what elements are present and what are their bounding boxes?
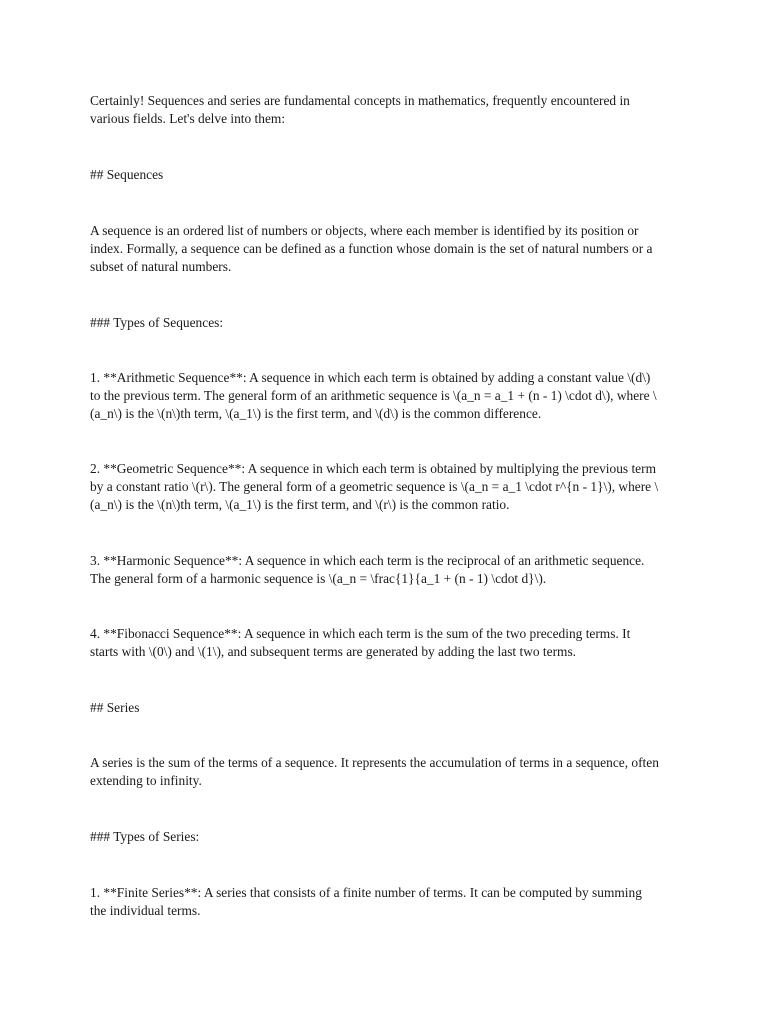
heading-types-of-series: ### Types of Series:: [90, 829, 200, 844]
list-item-line: 1. **Finite Series**: A series that consists of a finite number of terms. It can be computed by summing: [90, 885, 642, 900]
list-item-line: 4. **Fibonacci Sequence**: A sequence in which each term is the sum of the two preceding terms. It: [90, 626, 631, 641]
intro-line: various fields. Let's delve into them:: [90, 111, 286, 126]
list-item-line: 3. **Harmonic Sequence**: A sequence in which each term is the reciprocal of an arithmetic sequence.: [90, 553, 645, 568]
harmonic-sequence-item: [90, 552, 690, 588]
list-item-line: 1. **Arithmetic Sequence**: A sequence in which each term is obtained by adding a constant value \(d\): [90, 370, 651, 385]
heading-series: ## Series: [90, 700, 140, 715]
series-definition-line: extending to infinity.: [90, 773, 202, 788]
arithmetic-sequence-item: [90, 369, 690, 423]
sequence-definition-line: subset of natural numbers.: [90, 259, 232, 274]
series-definition: [90, 754, 690, 790]
list-item-line: (a_n\) is the \(n\)th term, \(a_1\) is the first term, and \(r\) is the common ratio.: [90, 497, 510, 512]
list-item-line: 2. **Geometric Sequence**: A sequence in which each term is obtained by multiplying the previous term: [90, 461, 656, 476]
list-item-line: to the previous term. The general form of an arithmetic sequence is \(a_n = a_1 + (n - 1) \cdot d\), where \: [90, 388, 657, 403]
intro-paragraph: [90, 92, 690, 128]
sequence-definition-line: A sequence is an ordered list of numbers or objects, where each member is identified by its position or: [90, 223, 639, 238]
sequence-definition: [90, 222, 690, 276]
list-item-line: (a_n\) is the \(n\)th term, \(a_1\) is the first term, and \(d\) is the common difference.: [90, 406, 542, 421]
heading-sequences: ## Sequences: [90, 167, 164, 182]
finite-series-item: [90, 884, 690, 920]
heading-types-of-sequences: ### Types of Sequences:: [90, 315, 224, 330]
list-item-line: starts with \(0\) and \(1\), and subsequent terms are generated by adding the last two terms.: [90, 644, 577, 659]
fibonacci-sequence-item: [90, 625, 690, 661]
series-definition-line: A series is the sum of the terms of a sequence. It represents the accumulation of terms in a sequence, often: [90, 755, 659, 770]
geometric-sequence-item: [90, 460, 690, 514]
list-item-line: the individual terms.: [90, 903, 201, 918]
sequence-definition-line: index. Formally, a sequence can be defined as a function whose domain is the set of natural numbers or a: [90, 241, 653, 256]
list-item-line: The general form of a harmonic sequence is \(a_n = \frac{1}{a_1 + (n - 1) \cdot d}\).: [90, 571, 547, 586]
list-item-line: by a constant ratio \(r\). The general form of a geometric sequence is \(a_n = a_1 \cdot r^{n - 1}\), where \: [90, 479, 659, 494]
intro-line: Certainly! Sequences and series are fundamental concepts in mathematics, frequently encountered in: [90, 93, 630, 108]
